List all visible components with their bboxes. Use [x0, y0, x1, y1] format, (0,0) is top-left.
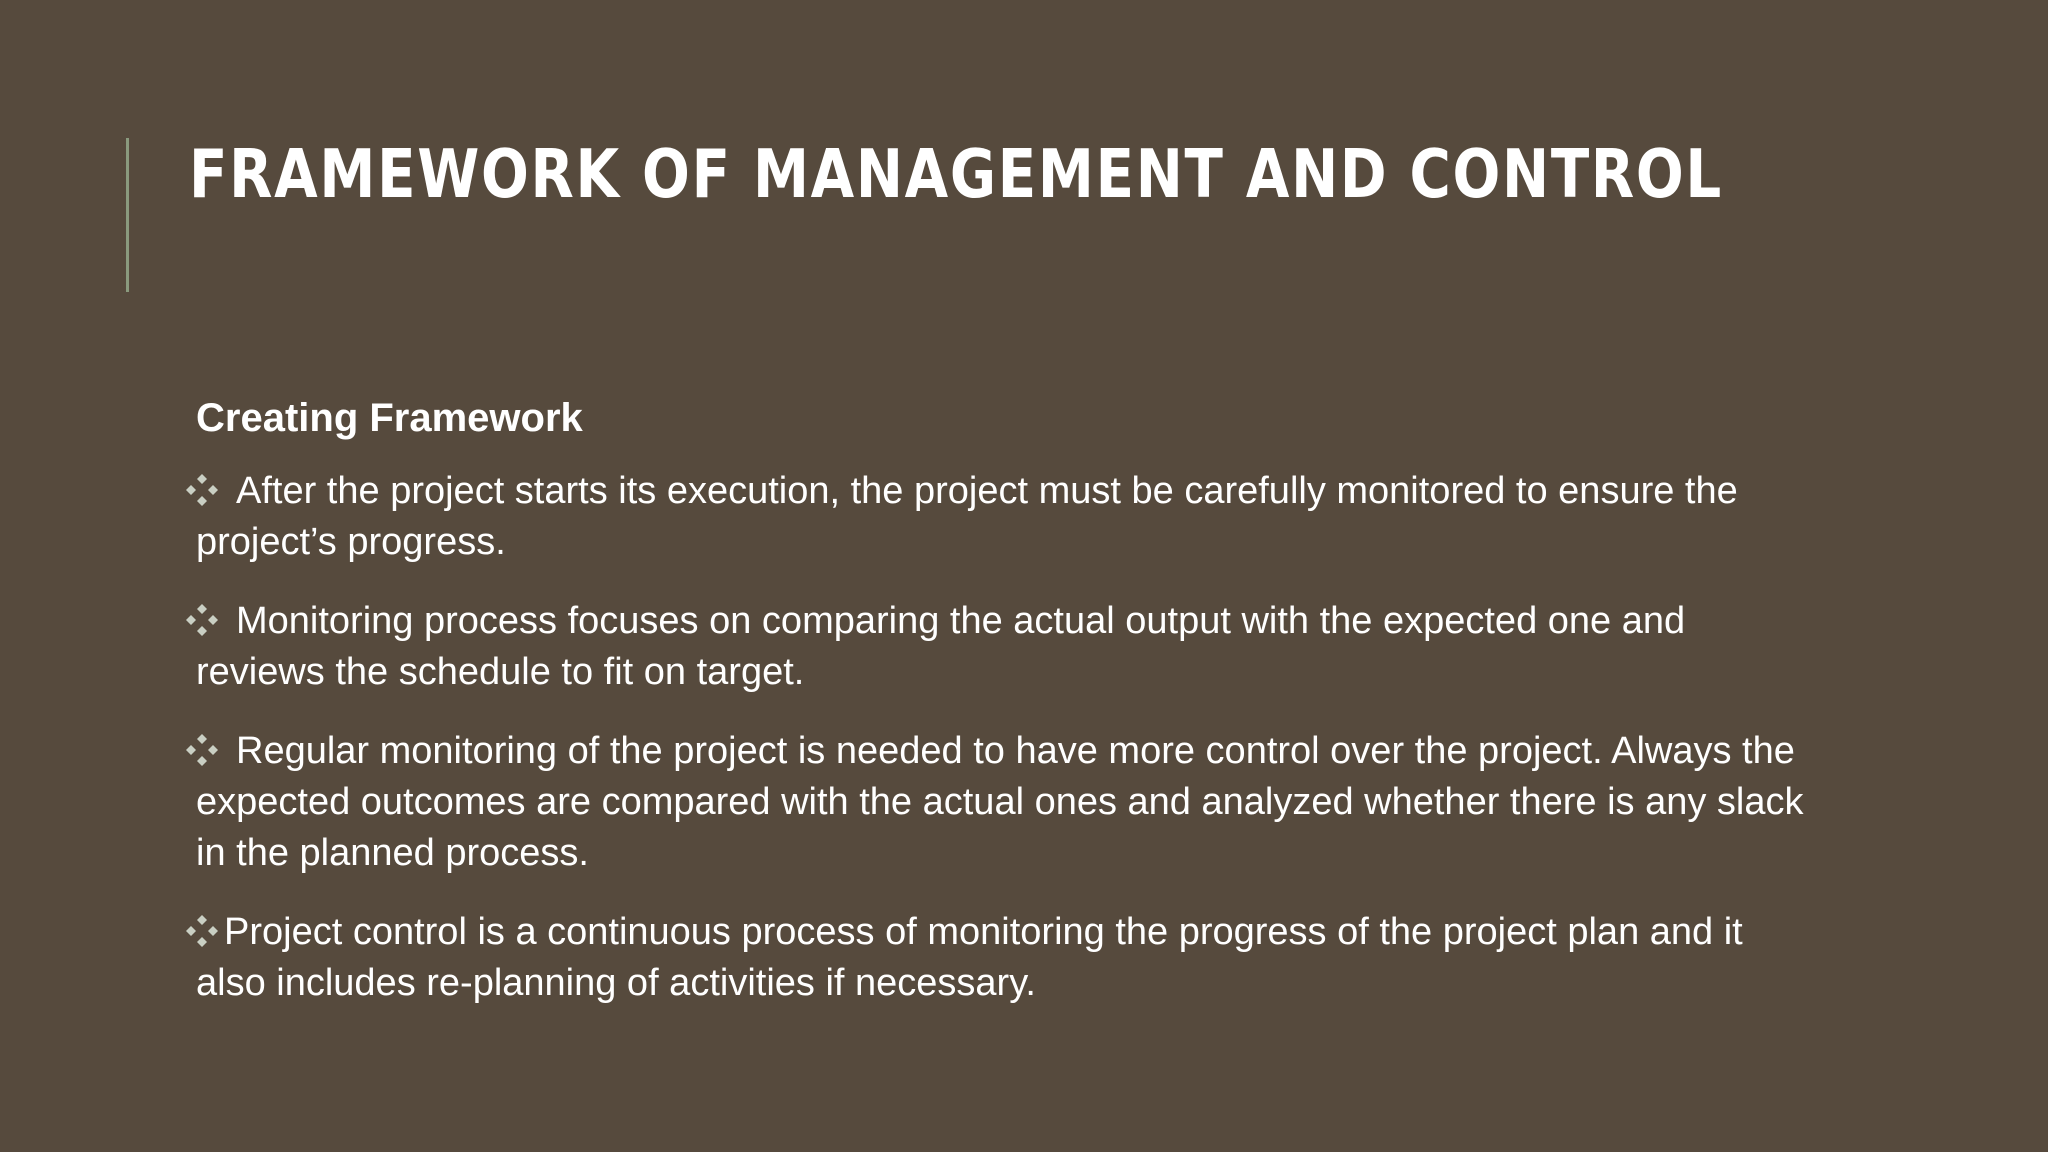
- bullet-text: Regular monitoring of the project is needed to have more control over the project. Always the expected outcomes are compared with the actual ones and analyzed whether there is any slack in the planned process.: [196, 730, 1804, 874]
- slide-content: [196, 390, 1816, 1037]
- section-heading: Creating Framework: [196, 396, 583, 440]
- slide-title: FRAMEWORK OF MANAGEMENT AND CONTROL: [189, 135, 1723, 213]
- bullet-item: [196, 726, 1816, 879]
- bullet-text: After the project starts its execution, the project must be carefully monitored to ensure the project’s progress.: [196, 470, 1738, 563]
- bullet-text: Project control is a continuous process of monitoring the progress of the project plan and it also includes re-planning of activities if necessary.: [196, 911, 1743, 1004]
- bullet-item: [196, 907, 1816, 1009]
- bullet-text: Monitoring process focuses on comparing the actual output with the expected one and reviews the schedule to fit on target.: [196, 600, 1686, 693]
- diamond-cluster-icon: [184, 602, 220, 638]
- title-accent-bar: [126, 138, 129, 292]
- bullet-item: [196, 466, 1816, 568]
- diamond-cluster-icon: [184, 732, 220, 768]
- diamond-cluster-icon: [184, 913, 220, 949]
- bullet-item: [196, 596, 1816, 698]
- diamond-cluster-icon: [184, 472, 220, 508]
